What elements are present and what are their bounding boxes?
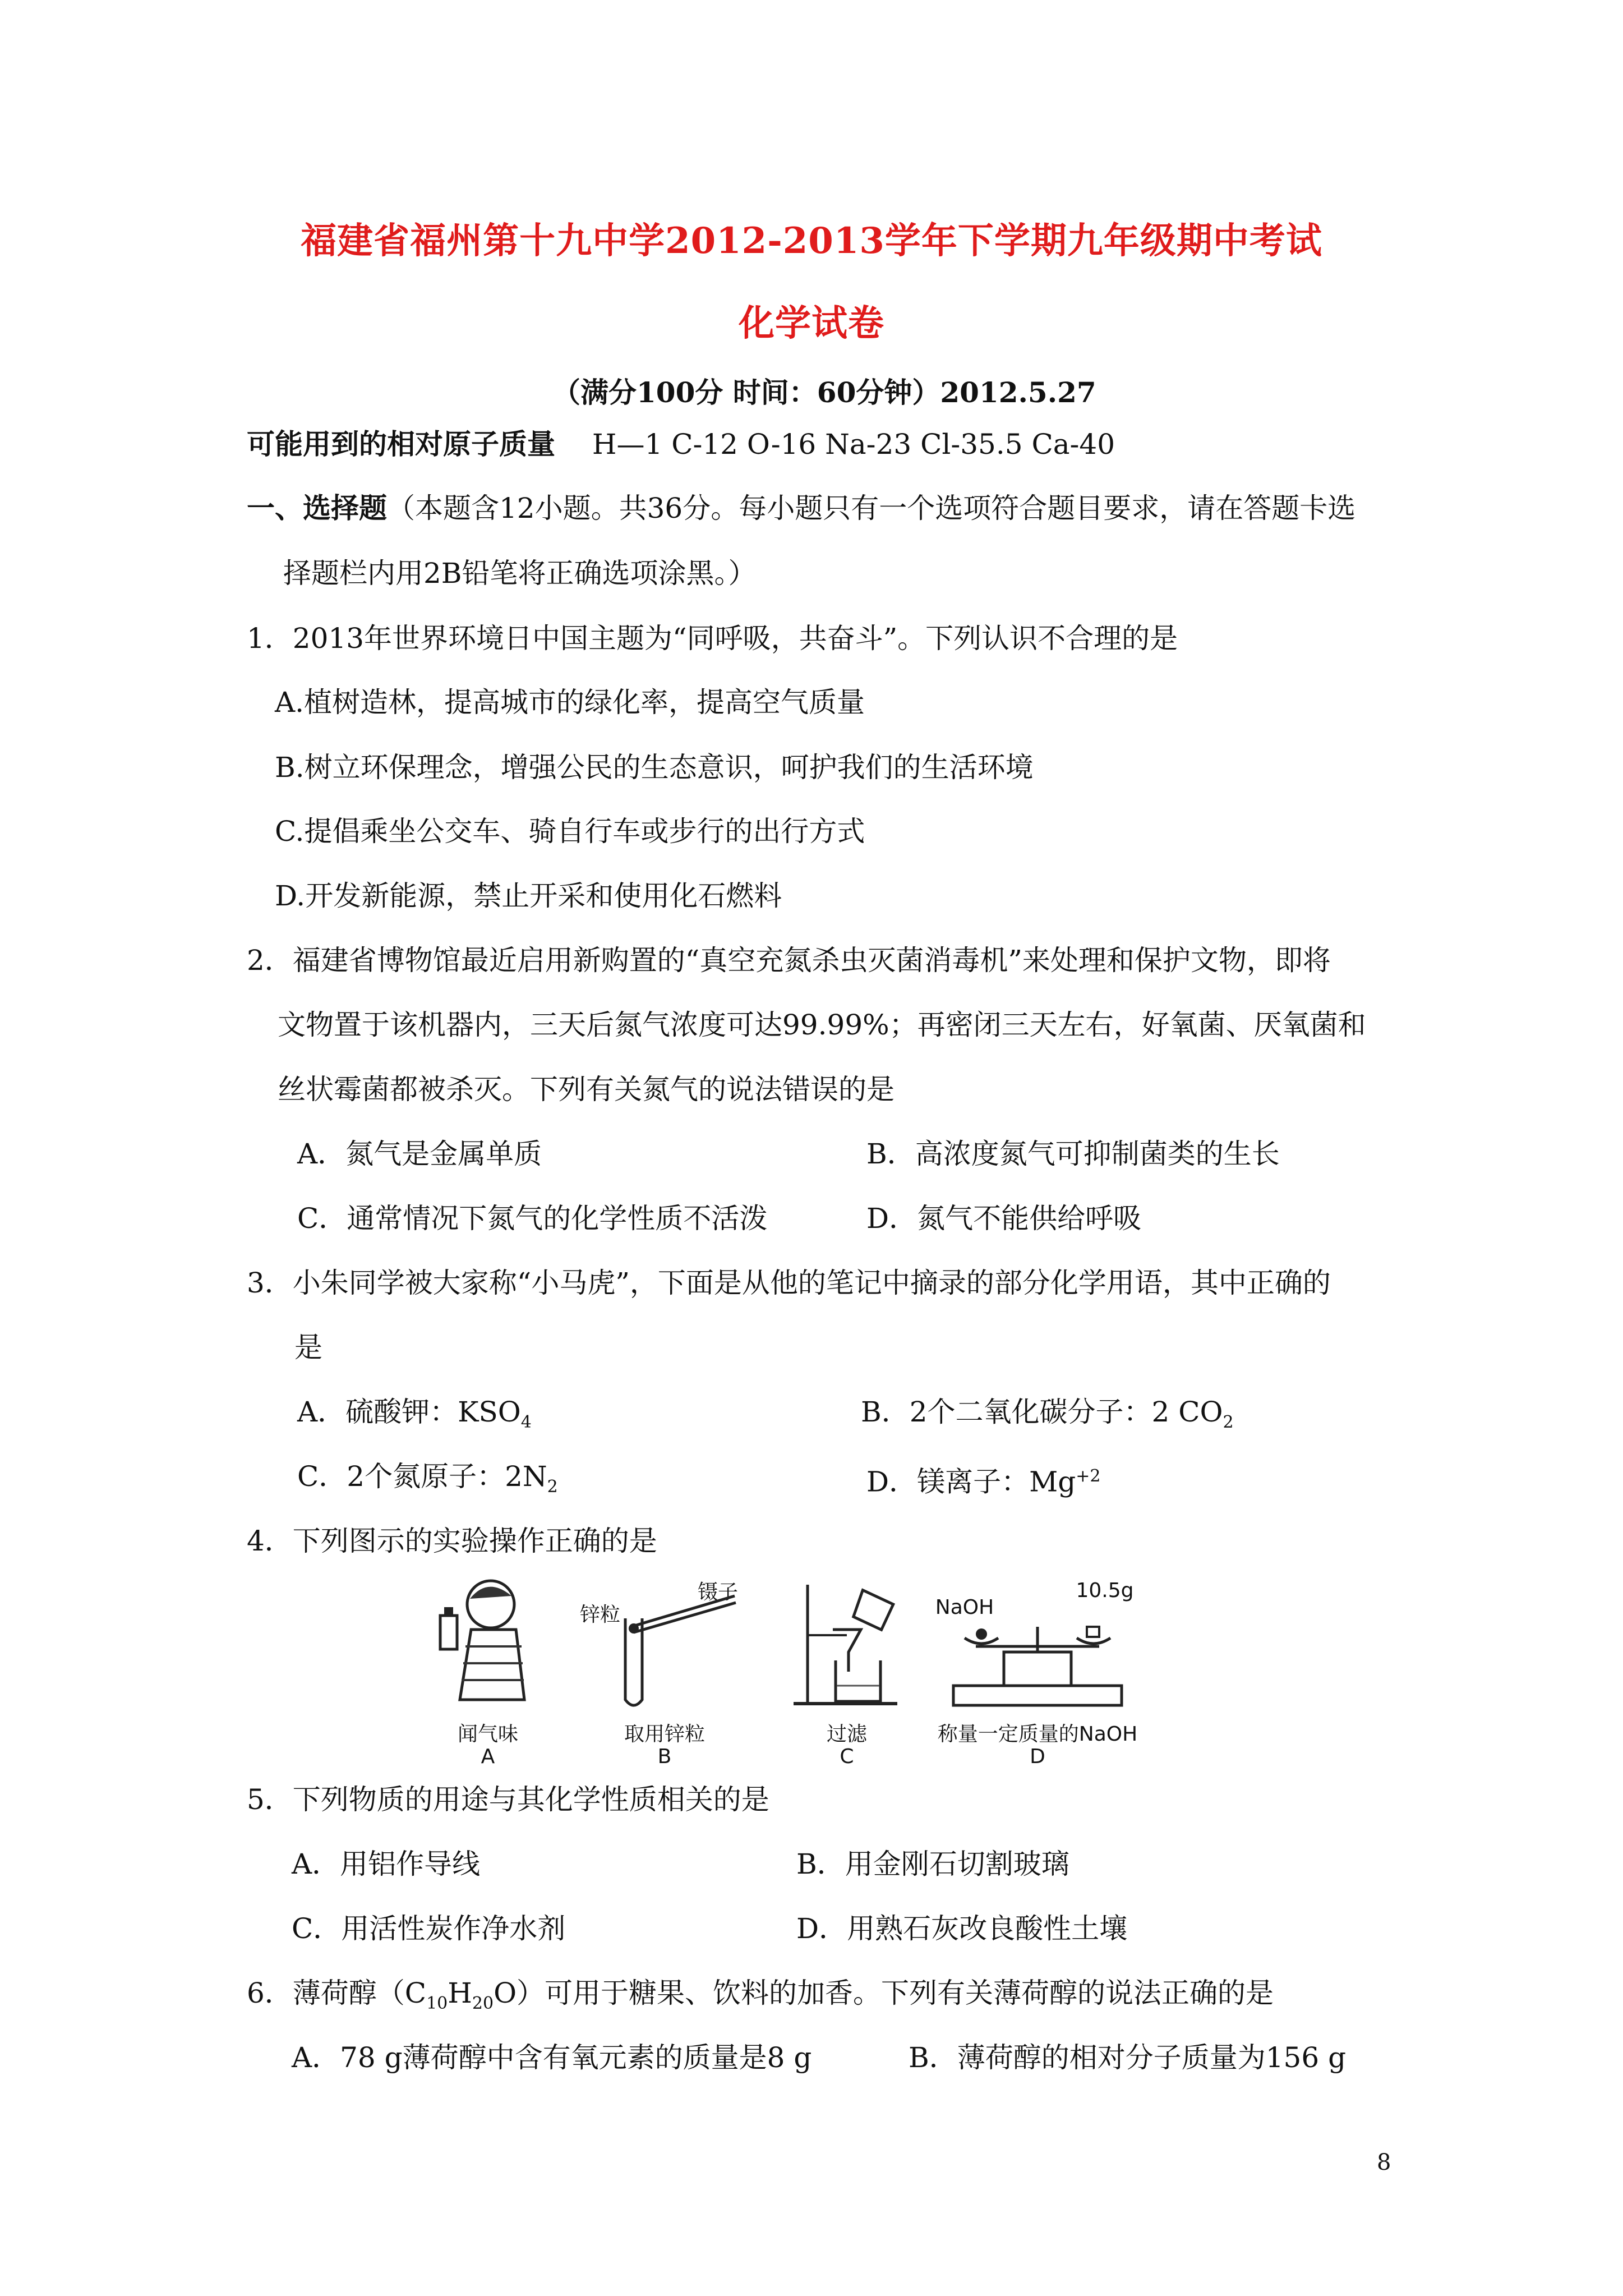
q3-option-d: D．镁离子：$Mg^{+2}$: [866, 1465, 1101, 1498]
q5-option-c: C．用活性炭作净水剂: [292, 1912, 566, 1945]
figure-d: [920, 1573, 1155, 1787]
q5-option-d: D．用熟石灰改良酸性土壤: [796, 1912, 1128, 1945]
q6-stem: 6．薄荷醇$(C_{10}H_{20}O)$可用于糖果、饮料的加香。下列有关薄荷醇的说法正确的是: [247, 1977, 1274, 2013]
q1-stem: 1．2013年世界环境日中国主题为“同呼吸，共奋斗”。下列认识不合理的是: [247, 622, 1178, 655]
q5-option-b: B．用金刚石切割玻璃: [796, 1848, 1069, 1880]
figure-d-label-mass: 10.5g: [1076, 1579, 1134, 1602]
q5-stem: 5．下列物质的用途与其化学性质相关的是: [247, 1783, 769, 1816]
atomic-mass-label: 可能用到的相对原子质量: [247, 427, 555, 461]
section-heading: 一、选择题: [247, 491, 387, 524]
q1-option-b: B.树立环保理念，增强公民的生态意识，呵护我们的生活环境: [275, 751, 1034, 784]
section-instructions-2: 择题栏内用2B铅笔将正确选项涂黑。）: [283, 557, 757, 590]
figure-b-caption: 取用锌粒: [624, 1723, 705, 1746]
q2-option-a: A．氮气是金属单质: [297, 1138, 542, 1170]
q5-option-a: A．用铝作导线: [292, 1848, 481, 1880]
exam-title: 福建省福州第十九中学2012-2013学年下学期九年级期中考试: [301, 220, 1322, 262]
q3-option-b: B．2个二氧化碳分子：2 $CO_2$: [861, 1396, 1234, 1432]
q2-option-c: C．通常情况下氮气的化学性质不活泼: [297, 1202, 768, 1235]
q3-stem-2: 是: [294, 1331, 322, 1364]
figure-b: [572, 1573, 757, 1787]
section-instructions-1: （本题含12小题。共36分。每小题只有一个选项符合题目要求，请在答题卡选: [387, 492, 1356, 524]
figure-a-caption: 闻气味: [457, 1723, 518, 1746]
q4-figures: [426, 1573, 1211, 1787]
figure-a-letter: A: [481, 1745, 495, 1768]
figure-c: [785, 1573, 909, 1787]
figure-d-letter: D: [1030, 1745, 1045, 1768]
q1-option-a: A.植树造林，提高城市的绿化率，提高空气质量: [275, 686, 865, 719]
atomic-mass-line: [247, 427, 1115, 461]
balance-scale-icon: [920, 1573, 1155, 1714]
q2-stem-2: 文物置于该机器内，三天后氮气浓度可达99.99%；再密闭三天左右，好氧菌、厌氧菌和: [278, 1009, 1366, 1041]
q2-stem-3: 丝状霉菌都被杀灭。下列有关氮气的说法错误的是: [278, 1073, 895, 1106]
figure-a: [426, 1573, 550, 1787]
figure-d-label-naoh: NaOH: [935, 1596, 994, 1619]
q6-option-b: B．薄荷醇的相对分子质量为156 g: [909, 2041, 1347, 2074]
q4-stem: 4．下列图示的实验操作正确的是: [247, 1525, 657, 1557]
q1-option-d: D.开发新能源，禁止开采和使用化石燃料: [275, 880, 782, 912]
figure-c-caption: 过滤: [826, 1723, 867, 1746]
figure-d-caption: 称量一定质量的NaOH: [937, 1723, 1138, 1746]
q6-option-a: A．78 g薄荷醇中含有氧元素的质量是8 g: [292, 2041, 812, 2074]
filtration-apparatus-icon: [785, 1573, 909, 1714]
figure-b-letter: B: [657, 1745, 672, 1768]
q1-option-c: C.提倡乘坐公交车、骑自行车或步行的出行方式: [275, 815, 865, 848]
page-number: 8: [1377, 2150, 1391, 2175]
q3-option-a: A．硫酸钾：$KSO_4$: [297, 1396, 532, 1432]
figure-b-label-zinc: 锌粒: [579, 1603, 620, 1626]
exam-subtitle: 化学试卷: [739, 302, 884, 344]
q2-option-d: D．氮气不能供给呼吸: [866, 1202, 1142, 1235]
test-tube-icon: [572, 1573, 757, 1714]
q2-option-b: B．高浓度氮气可抑制菌类的生长: [866, 1138, 1280, 1170]
exam-info: （满分100分 时间：60分钟）2012.5.27: [552, 376, 1096, 409]
q3-stem-1: 3．小朱同学被大家称“小马虎”，下面是从他的笔记中摘录的部分化学用语，其中正确的: [247, 1267, 1331, 1299]
section-heading-line: [247, 491, 1355, 525]
atomic-mass-values: H—1 C-12 O-16 Na-23 Cl-35.5 Ca-40: [592, 428, 1115, 461]
smelling-person-icon: [426, 1573, 550, 1708]
q3-option-c: C．2个氮原子：$2N_2$: [297, 1460, 558, 1497]
figure-c-letter: C: [840, 1745, 854, 1768]
q2-stem-1: 2．福建省博物馆最近启用新购置的“真空充氮杀虫灭菌消毒机”来处理和保护文物，即将: [247, 944, 1331, 977]
figure-b-label-tweezers: 镊子: [697, 1581, 738, 1604]
